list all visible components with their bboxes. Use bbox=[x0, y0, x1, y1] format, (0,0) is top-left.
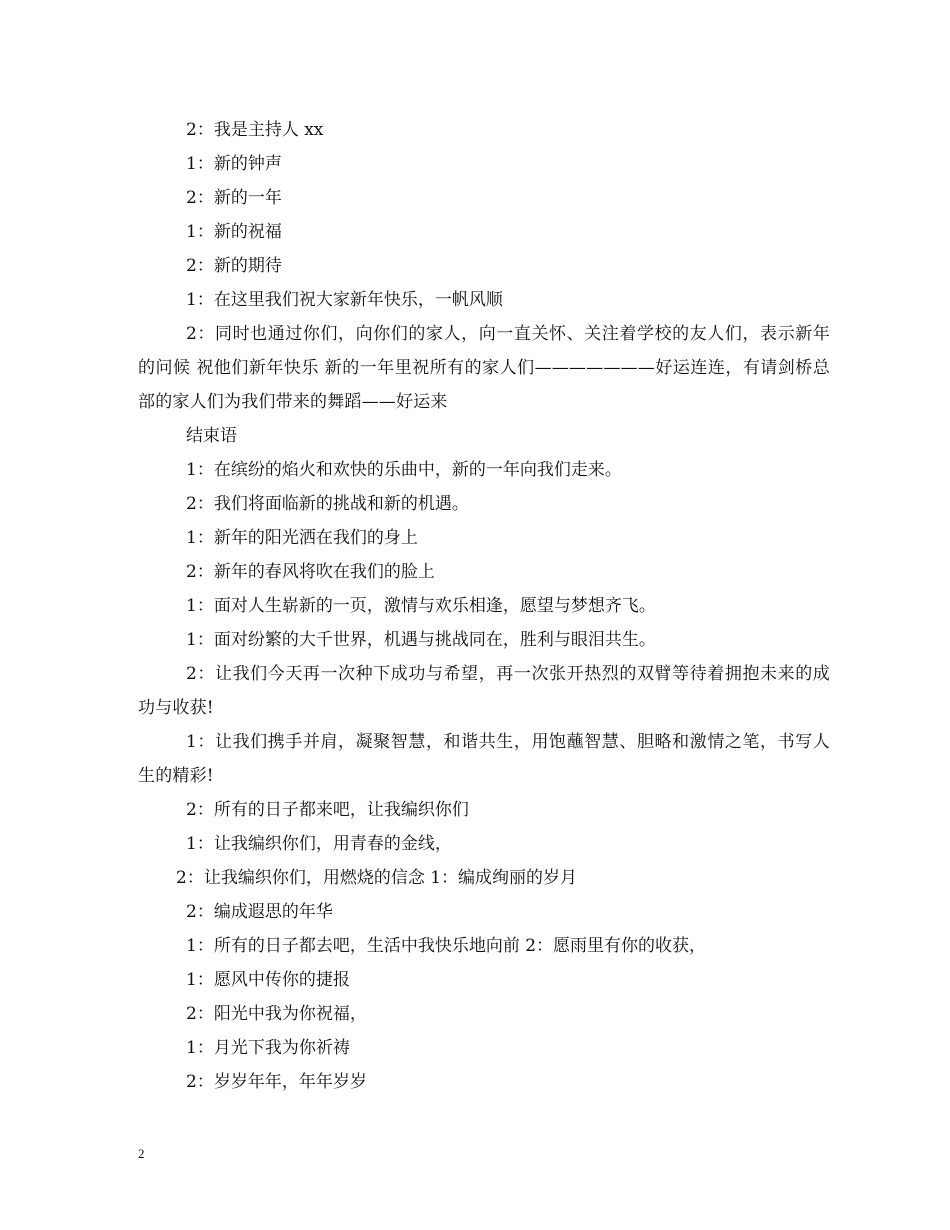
paragraph: 1：让我编织你们，用青春的金线， bbox=[186, 834, 452, 854]
paragraph: 2：让我们今天再一次种下成功与希望，再一次张开热烈的双臂等待着拥抱未来的成功与收获! bbox=[138, 664, 830, 718]
paragraph: 2：让我编织你们，用燃烧的信念 1：编成绚丽的岁月 bbox=[176, 868, 578, 888]
paragraph: 2：新年的春风将吹在我们的脸上 bbox=[186, 562, 435, 582]
paragraph: 2：我们将面临新的挑战和新的机遇。 bbox=[186, 494, 469, 514]
paragraph: 1：在这里我们祝大家新年快乐，一帆风顺 bbox=[186, 290, 503, 310]
paragraph: 2：我是主持人 xx bbox=[186, 120, 324, 140]
paragraph: 2：同时也通过你们，向你们的家人，向一直关怀、关注着学校的友人们，表示新年的问候 祝他们新年快乐 新的一年里祝所有的家人们———————好运连连，有请剑桥总部的家人们为我们带来的舞蹈——好运来 bbox=[138, 324, 830, 412]
paragraph: 1：面对人生崭新的一页，激情与欢乐相逢，愿望与梦想齐飞。 bbox=[186, 596, 656, 616]
section-heading: 结束语 bbox=[186, 426, 237, 446]
paragraph: 1：面对纷繁的大千世界，机遇与挑战同在，胜利与眼泪共生。 bbox=[186, 630, 656, 650]
paragraph: 2：编成遐思的年华 bbox=[186, 902, 333, 922]
paragraph: 2：所有的日子都来吧，让我编织你们 bbox=[186, 800, 469, 820]
paragraph: 1：月光下我为你祈祷 bbox=[186, 1038, 350, 1058]
paragraph: 1：愿风中传你的捷报 bbox=[186, 970, 350, 990]
paragraph: 1：所有的日子都去吧，生活中我快乐地向前 2：愿雨里有你的收获， bbox=[186, 936, 707, 956]
paragraph: 2：新的一年 bbox=[186, 188, 282, 208]
paragraph: 2：阳光中我为你祝福， bbox=[186, 1004, 367, 1024]
paragraph: 1：新的钟声 bbox=[186, 154, 282, 174]
paragraph: 2：新的期待 bbox=[186, 256, 282, 276]
page-number: 2 bbox=[138, 1146, 145, 1161]
paragraph: 1：新的祝福 bbox=[186, 222, 282, 242]
paragraph: 1：让我们携手并肩，凝聚智慧，和谐共生，用饱蘸智慧、胆略和激情之笔，书写人生的精彩! bbox=[138, 732, 830, 786]
paragraph: 1：新年的阳光洒在我们的身上 bbox=[186, 528, 418, 548]
paragraph: 2：岁岁年年，年年岁岁 bbox=[186, 1072, 367, 1092]
document-body bbox=[138, 113, 830, 1099]
paragraph: 1：在缤纷的焰火和欢快的乐曲中，新的一年向我们走来。 bbox=[186, 460, 622, 480]
